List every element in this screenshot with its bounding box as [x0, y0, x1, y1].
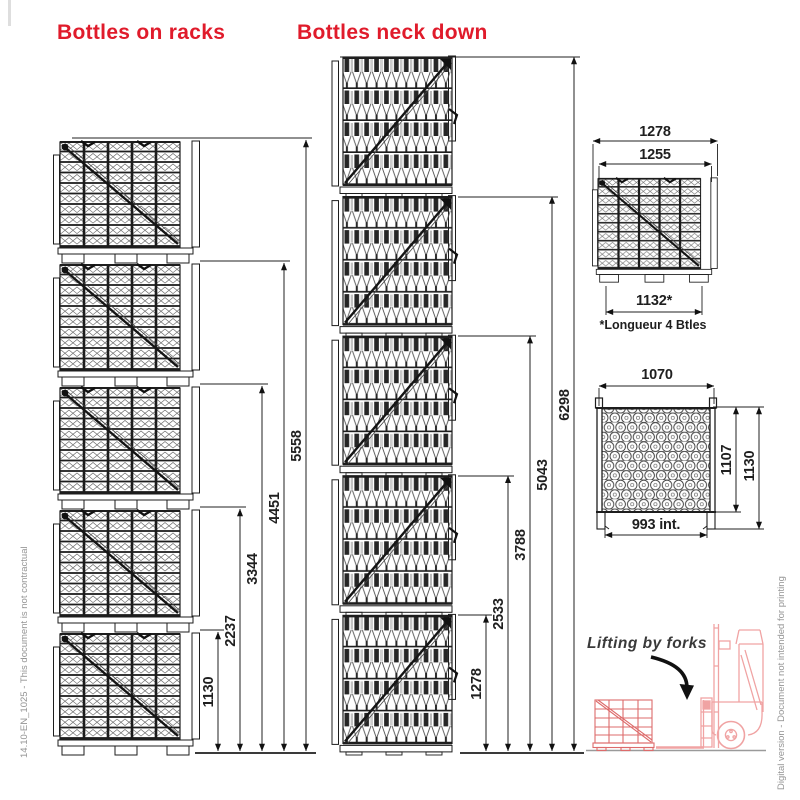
rack-stack-section — [54, 21, 317, 755]
dim-label: 1278 — [469, 668, 485, 700]
dim-label: 1107 — [719, 444, 735, 476]
neck-crate — [332, 196, 457, 337]
dim-label: 2533 — [491, 598, 507, 630]
top-view-section — [592, 124, 717, 332]
lifting-section — [586, 624, 766, 751]
length-note: *Longueur 4 Btles — [599, 318, 707, 332]
dim-label: 1130 — [201, 676, 217, 708]
dim-label: 2237 — [223, 615, 239, 647]
rack-crate-detail — [592, 178, 717, 282]
dim-label: 3344 — [245, 553, 261, 585]
rack-stack-crates — [54, 141, 200, 755]
dim-label: 1255 — [639, 147, 671, 163]
lifting-label: Lifting by forks — [587, 635, 707, 652]
neck-stack-crates — [332, 56, 457, 755]
dim-label: 3788 — [513, 529, 529, 561]
neck-crate — [332, 475, 457, 616]
dim-label: 1132* — [635, 293, 673, 309]
neck-crate — [332, 56, 457, 197]
rack-crate — [54, 141, 200, 263]
rack-crate — [54, 387, 200, 509]
end-view-crate — [596, 398, 717, 529]
rack-crate — [54, 633, 200, 755]
dim-label: 5043 — [535, 459, 551, 491]
end-view-section — [596, 367, 765, 538]
neck-crate — [332, 614, 457, 755]
rack-crate — [54, 264, 200, 386]
dim-label: 6298 — [557, 389, 573, 421]
dim-label: 1070 — [641, 367, 673, 383]
dim-label: 1130 — [742, 450, 758, 482]
right-margin-note: Digital version - Document not intended for printing — [776, 576, 787, 790]
rack-crate — [54, 510, 200, 632]
dim-label: 993 int. — [631, 517, 681, 533]
section-title-neck-down: Bottles neck down — [297, 21, 488, 44]
red-crate-sketch — [593, 700, 654, 751]
neck-stack-section — [297, 21, 584, 755]
dim-label: 4451 — [267, 492, 283, 524]
left-margin-note: 14.10-EN_1025 - This document is not contractual — [19, 546, 30, 758]
curved-arrow-icon — [651, 657, 694, 700]
neck-crate — [332, 335, 457, 476]
dim-label: 5558 — [289, 430, 305, 462]
section-title-racks: Bottles on racks — [57, 21, 226, 44]
page-edge-mark — [8, 0, 11, 26]
dim-label: 1278 — [639, 124, 671, 140]
